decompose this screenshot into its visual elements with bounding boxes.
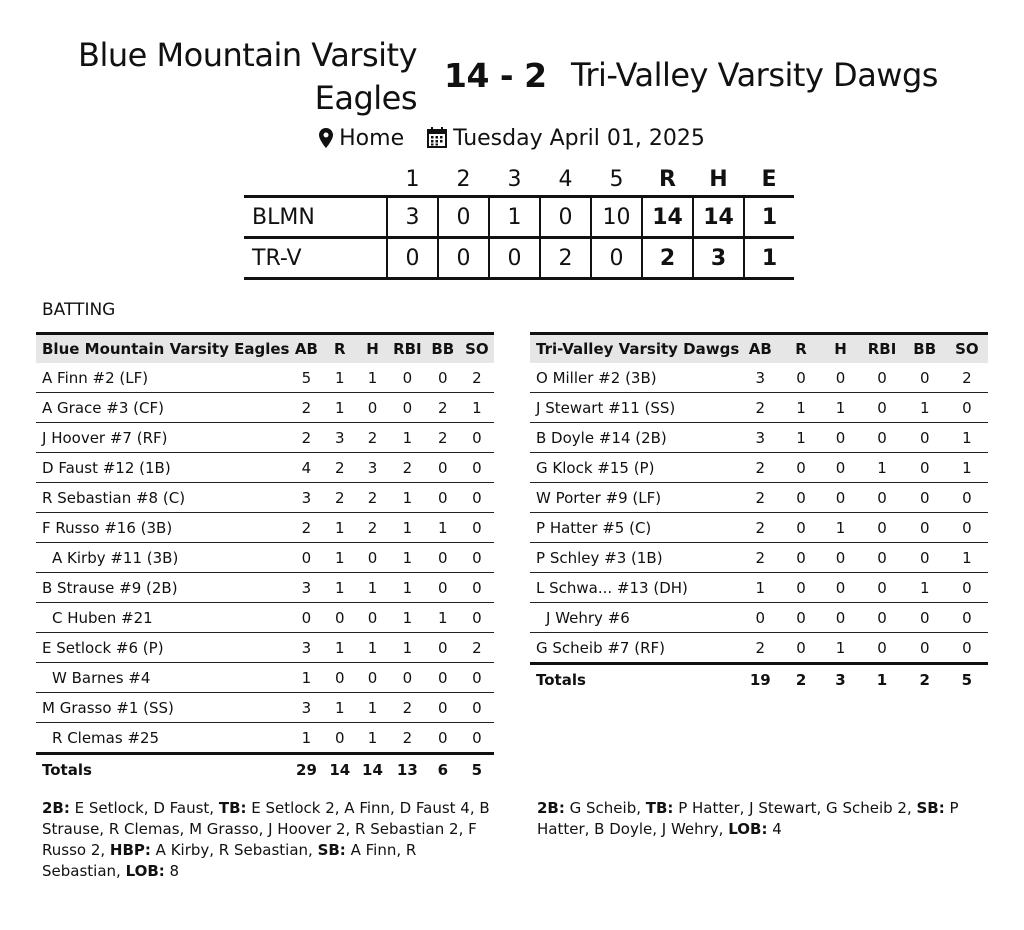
player-stat: 2: [289, 513, 323, 543]
player-stat: 3: [739, 423, 781, 453]
player-stat: 1: [946, 543, 988, 573]
away-batting-header: [530, 334, 988, 364]
player-stat: 0: [860, 393, 903, 423]
player-stat: 0: [289, 603, 323, 633]
note-text: G Scheib,: [564, 799, 646, 817]
home-batting-notes: [42, 798, 494, 882]
table-row: [530, 573, 988, 603]
player-stat: 0: [821, 573, 861, 603]
player-stat: 1: [460, 393, 494, 423]
player-stat: 1: [946, 423, 988, 453]
line-score-row: [244, 197, 794, 238]
player-stat: 2: [946, 363, 988, 393]
player-stat: 4: [289, 453, 323, 483]
game-meta: [0, 124, 1024, 154]
player-stat: 1: [289, 663, 323, 693]
player-stat: 0: [389, 393, 426, 423]
player-name: F Russo #16 (3B): [36, 513, 289, 543]
player-stat: 0: [389, 363, 426, 393]
player-stat: 0: [323, 603, 356, 633]
player-stat: 0: [821, 603, 861, 633]
player-stat: 1: [860, 453, 903, 483]
player-stat: 0: [860, 573, 903, 603]
totals-stat: 13: [396, 761, 418, 779]
table-row: [36, 423, 494, 453]
player-stat: 0: [426, 543, 460, 573]
player-stat: 1: [389, 603, 426, 633]
player-stat: 0: [289, 543, 323, 573]
player-name: W Barnes #4: [36, 663, 289, 693]
table-row: [36, 393, 494, 423]
totals-stat: 2: [919, 671, 930, 689]
totals-stat: 2: [795, 671, 807, 689]
table-row: [530, 513, 988, 543]
player-stat: 0: [426, 573, 460, 603]
player-stat: 0: [904, 513, 946, 543]
map-pin-icon: [319, 128, 333, 148]
calendar-icon: [427, 127, 447, 148]
note-label: LOB:: [728, 820, 768, 838]
player-stat: 0: [460, 573, 494, 603]
player-stat: 0: [460, 543, 494, 573]
line-score-team: BLMN: [244, 197, 387, 238]
player-stat: 1: [356, 633, 389, 663]
player-stat: 2: [426, 393, 460, 423]
player-stat: 3: [323, 423, 356, 453]
player-stat: 0: [904, 483, 946, 513]
player-stat: 3: [289, 693, 323, 723]
player-stat: 1: [323, 393, 356, 423]
player-stat: 0: [904, 633, 946, 664]
batting-section-title: BATTING: [42, 300, 116, 320]
totals-stat: 5: [961, 671, 973, 689]
date-label: Tuesday April 01, 2025: [453, 126, 705, 151]
table-row: [36, 573, 494, 603]
note-text: E Setlock 2, A Finn, D Faust 4, B Strause, R Clemas, M Grasso, J Hoover 2, R Sebastian 2, F Russo 2,: [42, 799, 490, 859]
ab-header: AB: [739, 334, 781, 364]
player-name: A Finn #2 (LF): [36, 363, 289, 393]
player-stat: 0: [860, 363, 903, 393]
player-stat: 0: [860, 513, 903, 543]
player-stat: 5: [289, 363, 323, 393]
player-stat: 2: [460, 363, 494, 393]
note-label: HBP:: [109, 841, 151, 859]
player-stat: 0: [426, 453, 460, 483]
inning-3-header: 3: [507, 166, 522, 192]
player-stat: 2: [426, 423, 460, 453]
player-stat: 2: [356, 513, 389, 543]
note-label: TB:: [645, 799, 674, 817]
player-stat: 2: [323, 483, 356, 513]
player-stat: 0: [946, 393, 988, 423]
runs-total: 14: [642, 197, 693, 238]
player-name: A Grace #3 (CF): [36, 393, 289, 423]
note-text: 8: [164, 862, 180, 880]
player-stat: 0: [389, 663, 426, 693]
player-stat: 1: [389, 513, 426, 543]
player-stat: 0: [781, 633, 820, 664]
bb-header: BB: [904, 334, 946, 364]
player-stat: 0: [460, 513, 494, 543]
player-stat: 1: [323, 633, 356, 663]
table-row: [36, 543, 494, 573]
totals-stat: 14: [362, 761, 383, 779]
player-name: A Kirby #11 (3B): [36, 543, 289, 573]
table-row: [36, 483, 494, 513]
player-stat: 3: [289, 573, 323, 603]
player-name: J Wehry #6: [530, 603, 739, 633]
player-stat: 2: [389, 453, 426, 483]
player-stat: 3: [739, 363, 781, 393]
inning-4-header: 4: [558, 166, 573, 192]
player-stat: 2: [289, 393, 323, 423]
player-name: C Huben #21: [36, 603, 289, 633]
totals-stat: 1: [876, 671, 888, 689]
errors-header: E: [761, 166, 777, 192]
r-header: R: [781, 334, 820, 364]
player-stat: 0: [821, 453, 861, 483]
player-stat: 0: [323, 723, 356, 754]
player-stat: 1: [739, 573, 781, 603]
player-stat: 0: [946, 513, 988, 543]
player-stat: 3: [289, 633, 323, 663]
so-header: SO: [460, 334, 494, 364]
player-stat: 0: [739, 603, 781, 633]
ab-header: AB: [289, 334, 323, 364]
totals-label: Totals: [42, 761, 92, 779]
location-label: Home: [339, 126, 405, 151]
player-stat: 0: [426, 723, 460, 754]
player-stat: 1: [389, 483, 426, 513]
player-stat: 2: [356, 423, 389, 453]
note-label: SB:: [916, 799, 945, 817]
line-score-team: TR-V: [244, 238, 387, 279]
errors-total: 1: [744, 238, 794, 279]
away-team-name: Tri-Valley Varsity Dawgs: [571, 56, 938, 94]
player-stat: 1: [781, 423, 820, 453]
player-stat: 0: [460, 723, 494, 754]
player-stat: 3: [356, 453, 389, 483]
player-stat: 0: [860, 603, 903, 633]
player-stat: 0: [781, 543, 820, 573]
player-stat: 2: [460, 633, 494, 663]
player-stat: 1: [323, 693, 356, 723]
player-name: B Doyle #14 (2B): [530, 423, 739, 453]
note-text: P Hatter, B Doyle, J Wehry,: [537, 799, 959, 838]
h-header: H: [356, 334, 389, 364]
player-stat: 2: [739, 453, 781, 483]
player-name: J Stewart #11 (SS): [530, 393, 739, 423]
player-stat: 1: [289, 723, 323, 754]
inning-2-header: 2: [456, 166, 471, 192]
player-stat: 0: [460, 483, 494, 513]
game-header: [0, 30, 1024, 120]
player-stat: 0: [356, 663, 389, 693]
player-stat: 0: [821, 363, 861, 393]
player-name: L Schwa... #13 (DH): [530, 573, 739, 603]
player-stat: 1: [946, 453, 988, 483]
runs-total: 2: [642, 238, 693, 279]
player-stat: 0: [860, 633, 903, 664]
note-label: SB:: [317, 841, 346, 859]
totals-row: [530, 664, 988, 696]
player-stat: 0: [323, 663, 356, 693]
player-stat: 0: [860, 483, 903, 513]
table-row: [530, 453, 988, 483]
player-name: P Schley #3 (1B): [530, 543, 739, 573]
note-text: A Kirby, R Sebastian,: [150, 841, 318, 859]
player-stat: 0: [781, 603, 820, 633]
game-location: [319, 124, 404, 154]
player-stat: 0: [356, 393, 389, 423]
inning-4-score: 2: [540, 238, 591, 279]
player-name: E Setlock #6 (P): [36, 633, 289, 663]
player-name: W Porter #9 (LF): [530, 483, 739, 513]
player-stat: 0: [460, 693, 494, 723]
player-stat: 1: [821, 513, 861, 543]
inning-1-header: 1: [405, 166, 420, 192]
player-stat: 0: [904, 543, 946, 573]
player-stat: 0: [356, 603, 389, 633]
home-team-name: Blue Mountain Varsity Eagles: [78, 36, 417, 117]
player-stat: 0: [821, 543, 861, 573]
player-stat: 0: [946, 483, 988, 513]
table-row: [36, 453, 494, 483]
inning-2-score: 0: [438, 238, 489, 279]
line-score-table: [244, 163, 794, 280]
player-stat: 2: [739, 513, 781, 543]
player-stat: 0: [946, 633, 988, 664]
table-row: [36, 633, 494, 663]
player-stat: 0: [904, 423, 946, 453]
player-stat: 1: [904, 393, 946, 423]
player-stat: 2: [389, 693, 426, 723]
inning-1-score: 0: [387, 238, 438, 279]
note-text: 4: [767, 820, 782, 838]
rbi-header: RBI: [389, 334, 426, 364]
note-label: 2B:: [537, 799, 565, 817]
player-stat: 1: [356, 363, 389, 393]
table-row: [36, 513, 494, 543]
bb-header: BB: [426, 334, 460, 364]
player-stat: 2: [739, 633, 781, 664]
note-text: E Setlock, D Faust,: [69, 799, 219, 817]
player-name: P Hatter #5 (C): [530, 513, 739, 543]
player-stat: 0: [356, 543, 389, 573]
inning-5-score: 0: [591, 238, 642, 279]
table-row: [36, 723, 494, 754]
table-row: [36, 363, 494, 393]
inning-1-score: 3: [387, 197, 438, 238]
player-stat: 0: [904, 363, 946, 393]
totals-stat: 6: [437, 761, 449, 779]
home-batting-table: [36, 332, 494, 785]
player-stat: 3: [289, 483, 323, 513]
game-date: [427, 124, 705, 154]
player-stat: 2: [739, 393, 781, 423]
player-stat: 1: [356, 573, 389, 603]
player-stat: 0: [460, 603, 494, 633]
totals-stat: 19: [749, 671, 771, 689]
player-stat: 0: [904, 453, 946, 483]
player-stat: 2: [289, 423, 323, 453]
player-stat: 0: [946, 573, 988, 603]
rbi-header: RBI: [860, 334, 903, 364]
table-row: [36, 693, 494, 723]
table-row: [530, 633, 988, 664]
player-stat: 0: [781, 513, 820, 543]
home-team-column-header: Blue Mountain Varsity Eagles: [36, 334, 289, 364]
player-name: G Scheib #7 (RF): [530, 633, 739, 664]
hits-header: H: [709, 166, 728, 192]
player-stat: 1: [323, 513, 356, 543]
table-row: [36, 663, 494, 693]
totals-label: Totals: [536, 671, 586, 689]
player-stat: 0: [781, 483, 820, 513]
player-name: R Sebastian #8 (C): [36, 483, 289, 513]
player-stat: 0: [781, 573, 820, 603]
table-row: [530, 363, 988, 393]
player-stat: 1: [389, 573, 426, 603]
table-row: [530, 603, 988, 633]
table-row: [530, 423, 988, 453]
line-score-row: [244, 238, 794, 279]
player-stat: 1: [821, 393, 861, 423]
note-text: P Hatter, J Stewart, G Scheib 2,: [673, 799, 917, 817]
player-name: M Grasso #1 (SS): [36, 693, 289, 723]
player-stat: 2: [356, 483, 389, 513]
player-stat: 0: [860, 423, 903, 453]
inning-3-score: 0: [489, 238, 540, 279]
player-stat: 1: [323, 573, 356, 603]
table-row: [530, 483, 988, 513]
player-stat: 1: [323, 543, 356, 573]
table-row: [530, 543, 988, 573]
inning-2-score: 0: [438, 197, 489, 238]
inning-3-score: 1: [489, 197, 540, 238]
player-name: G Klock #15 (P): [530, 453, 739, 483]
totals-stat: 14: [329, 761, 351, 779]
player-stat: 1: [904, 573, 946, 603]
player-stat: 0: [460, 663, 494, 693]
h-header: H: [821, 334, 861, 364]
inning-5-score: 10: [591, 197, 642, 238]
team-header-blank: [244, 163, 387, 197]
note-label: 2B:: [42, 799, 70, 817]
home-batting-header: [36, 334, 494, 364]
away-batting-notes: [537, 798, 997, 840]
note-label: TB:: [218, 799, 247, 817]
player-stat: 0: [426, 363, 460, 393]
totals-stat: 3: [835, 671, 846, 689]
totals-stat: 5: [471, 761, 483, 779]
totals-stat: 29: [296, 761, 317, 779]
player-name: D Faust #12 (1B): [36, 453, 289, 483]
player-stat: 0: [781, 453, 820, 483]
player-stat: 0: [460, 453, 494, 483]
player-stat: 1: [389, 633, 426, 663]
inning-5-header: 5: [609, 166, 624, 192]
player-stat: 2: [323, 453, 356, 483]
player-stat: 1: [389, 543, 426, 573]
player-stat: 2: [739, 483, 781, 513]
player-stat: 1: [426, 603, 460, 633]
player-stat: 2: [739, 543, 781, 573]
player-stat: 0: [426, 633, 460, 663]
player-stat: 0: [781, 363, 820, 393]
player-name: B Strause #9 (2B): [36, 573, 289, 603]
player-stat: 0: [426, 693, 460, 723]
table-row: [530, 393, 988, 423]
player-stat: 1: [389, 423, 426, 453]
note-text: A Finn, R Sebastian,: [42, 841, 417, 880]
so-header: SO: [946, 334, 988, 364]
player-stat: 0: [904, 603, 946, 633]
line-score-header: [244, 163, 794, 197]
player-stat: 0: [460, 423, 494, 453]
inning-4-score: 0: [540, 197, 591, 238]
player-name: J Hoover #7 (RF): [36, 423, 289, 453]
away-team-column-header: Tri-Valley Varsity Dawgs: [530, 334, 739, 364]
player-stat: 1: [356, 723, 389, 754]
runs-header: R: [659, 166, 676, 192]
note-label: LOB:: [125, 862, 165, 880]
player-stat: 0: [426, 663, 460, 693]
player-stat: 1: [426, 513, 460, 543]
totals-row: [36, 754, 494, 786]
player-stat: 0: [860, 543, 903, 573]
hits-total: 3: [693, 238, 744, 279]
player-name: R Clemas #25: [36, 723, 289, 754]
player-stat: 0: [821, 483, 861, 513]
away-batting-table: [530, 332, 988, 695]
player-stat: 1: [781, 393, 820, 423]
player-name: O Miller #2 (3B): [530, 363, 739, 393]
final-score: 14 - 2: [444, 56, 547, 95]
errors-total: 1: [744, 197, 794, 238]
player-stat: 0: [946, 603, 988, 633]
r-header: R: [323, 334, 356, 364]
player-stat: 2: [389, 723, 426, 754]
player-stat: 0: [426, 483, 460, 513]
player-stat: 1: [323, 363, 356, 393]
table-row: [36, 603, 494, 633]
player-stat: 1: [821, 633, 861, 664]
player-stat: 0: [821, 423, 861, 453]
hits-total: 14: [693, 197, 744, 238]
player-stat: 1: [356, 693, 389, 723]
